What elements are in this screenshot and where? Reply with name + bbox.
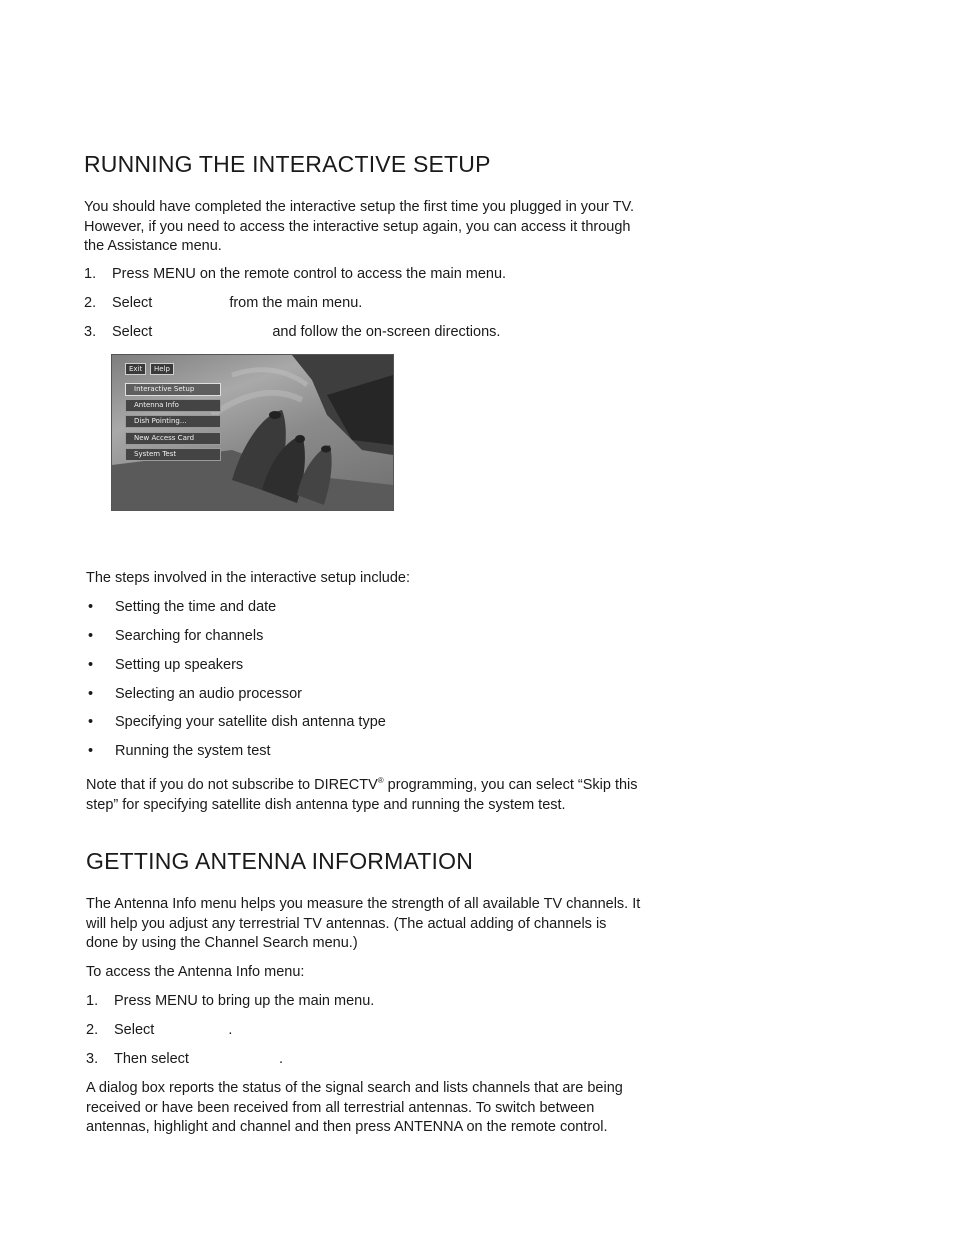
bullet-dot: •	[88, 599, 94, 615]
setup-step-2	[84, 294, 362, 313]
bullet-text: Setting up speakers	[115, 657, 244, 673]
section-heading-antenna-info: GETTING ANTENNA INFORMATION	[86, 848, 474, 874]
bullet-dot: •	[88, 714, 94, 730]
tv-menu-item-system-test[interactable]: System Test	[125, 448, 221, 461]
setup-step-3	[84, 323, 500, 342]
step-number: 1.	[86, 993, 99, 1009]
directv-note	[86, 771, 642, 815]
antenna-step-1	[86, 992, 374, 1011]
bullet-dot: •	[88, 743, 94, 759]
antenna-step-2	[86, 1021, 232, 1040]
step-text-after: .	[228, 1022, 233, 1038]
tv-menu-item-antenna-info[interactable]: Antenna Info	[125, 399, 221, 412]
step-text-after: from the main menu.	[229, 295, 363, 311]
antenna-access-line: To access the Antenna Info menu:	[86, 964, 305, 980]
note-text-after: programming, you can select “Skip this step” for specifying satellite dish antenna type and running the system test.	[86, 777, 638, 813]
bullet-text: Selecting an audio processor	[115, 686, 303, 702]
step-text-after: and follow the on-screen directions.	[272, 324, 501, 340]
antenna-step-3	[86, 1050, 283, 1069]
step-number: 2.	[86, 1022, 99, 1038]
bullet-text: Setting the time and date	[115, 599, 277, 615]
bullet-text: Specifying your satellite dish antenna type	[115, 714, 386, 730]
note-text: Note that if you do not subscribe to DIRECTV	[86, 777, 378, 793]
setup-step-1	[84, 265, 506, 284]
assistance-menu-screenshot	[111, 354, 394, 511]
step-text: Select	[112, 295, 153, 311]
bullet-dot: •	[88, 686, 94, 702]
bullet-item	[86, 598, 276, 617]
tv-menu-item-interactive-setup[interactable]: Interactive Setup	[125, 383, 221, 396]
bullet-dot: •	[88, 657, 94, 673]
step-text: Press MENU on the remote control to access the main menu.	[112, 266, 507, 282]
tv-help-button[interactable]: Help	[150, 363, 174, 375]
tv-exit-button[interactable]: Exit	[125, 363, 146, 375]
step-text: Select	[114, 1022, 155, 1038]
bullet-text: Searching for channels	[115, 628, 264, 644]
registered-mark: ®	[377, 776, 384, 785]
tv-menu-item-new-access-card[interactable]: New Access Card	[125, 432, 221, 445]
step-number: 3.	[84, 324, 97, 340]
step-number: 3.	[86, 1051, 99, 1067]
tv-assistance-menu	[125, 383, 221, 464]
bullet-item	[86, 627, 263, 646]
bullet-text: Running the system test	[115, 743, 271, 759]
antenna-info-intro: The Antenna Info menu helps you measure the strength of all available TV channels. It will help you adjust any terrestrial TV antennas. (The actual adding of channels is done by using the Channel Search menu.)	[86, 896, 641, 951]
bullet-dot: •	[88, 628, 94, 644]
step-text: Select	[112, 324, 153, 340]
bullet-item	[86, 742, 271, 761]
bullet-item	[86, 713, 386, 732]
bullet-item	[86, 656, 243, 675]
interactive-setup-intro: You should have completed the interactive setup the first time you plugged in your TV. However, if you need to access the interactive setup again, you can access it through the Assistance menu.	[84, 199, 635, 254]
step-number: 1.	[84, 266, 97, 282]
step-text: Then select	[114, 1051, 189, 1067]
antenna-closing-paragraph: A dialog box reports the status of the signal search and lists channels that are being received or have been received from all terrestrial antennas. To switch between antennas, highlight and channel and then press ANTENNA on the remote control.	[86, 1080, 623, 1135]
step-number: 2.	[84, 295, 97, 311]
step-text-after: .	[278, 1051, 283, 1067]
tv-menu-item-dish-pointing[interactable]: Dish Pointing...	[125, 415, 221, 428]
bullet-item	[86, 685, 302, 704]
step-text: Press MENU to bring up the main menu.	[114, 993, 375, 1009]
setup-steps-intro: The steps involved in the interactive setup include:	[86, 570, 411, 586]
section-heading-interactive-setup: RUNNING THE INTERACTIVE SETUP	[84, 151, 491, 177]
